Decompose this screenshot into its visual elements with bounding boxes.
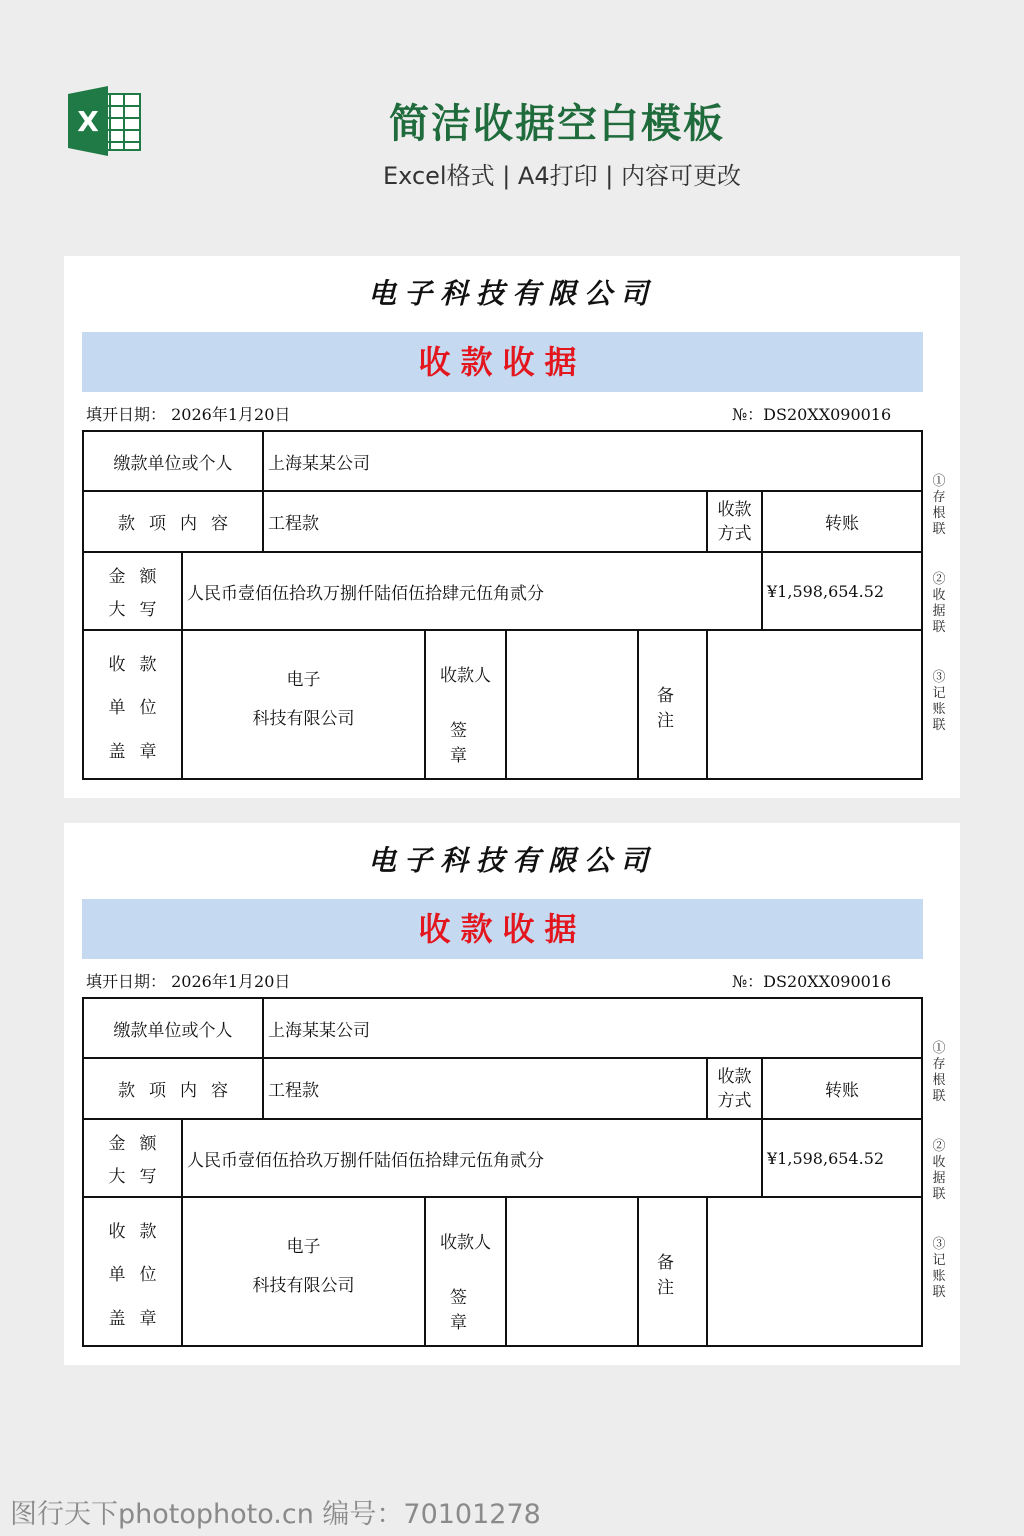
number-value[interactable]: DS20XX090016	[763, 972, 892, 991]
page-subtitle: Excel格式 | A4打印 | 内容可更改	[383, 162, 741, 190]
payee-sign-label: 签章	[450, 1288, 495, 1333]
unit-seal-label: 收款 单位 盖章	[108, 1221, 171, 1329]
copy-label-receipt: ②收据联	[932, 572, 946, 635]
method-label: 收款 方式	[717, 1067, 752, 1111]
page-title: 简洁收据空白模板	[389, 101, 725, 147]
unit-seal-value: 电子 科技有限公司	[252, 1237, 355, 1296]
payer-label: 缴款单位或个人	[113, 453, 233, 474]
receipt-table	[82, 997, 923, 1347]
remark-field[interactable]	[708, 1198, 921, 1347]
payee-sign-label: 签章	[450, 721, 495, 766]
receipt-card	[64, 823, 960, 1365]
number-label: №：	[732, 405, 764, 424]
number-label: №：	[732, 972, 764, 991]
date-label: 填开日期：	[86, 972, 167, 991]
copy-label-stub: ①存根联	[932, 474, 946, 537]
payee-label: 收款人	[440, 665, 491, 686]
receipt-number	[732, 969, 891, 992]
receipt-table	[82, 430, 923, 780]
payee-signature-field[interactable]	[507, 631, 637, 780]
amount-words[interactable]: 人民币壹佰伍拾玖万捌仟陆佰伍拾肆元伍角贰分	[187, 583, 544, 604]
amount-label: 金额 大写	[108, 1133, 171, 1188]
unit-seal-value: 电子 科技有限公司	[252, 670, 355, 729]
amount-label: 金额 大写	[108, 566, 171, 621]
payer-value[interactable]: 上海某某公司	[268, 453, 370, 474]
receipt-card	[64, 256, 960, 798]
date-label: 填开日期：	[86, 405, 167, 424]
amount-number[interactable]: ¥1,598,654.52	[767, 581, 885, 601]
item-label: 款项内容	[118, 1081, 242, 1101]
receipt-number	[732, 402, 891, 425]
receipt-banner: 收款收据	[82, 899, 923, 959]
number-value[interactable]: DS20XX090016	[763, 405, 892, 424]
watermark: 图行天下photophoto.cn 编号：70101278	[10, 1499, 541, 1530]
copy-label-ledger: ③记账联	[932, 1237, 946, 1300]
payer-label: 缴款单位或个人	[113, 1020, 233, 1041]
method-value[interactable]: 转账	[825, 1081, 859, 1101]
copy-label-stub: ①存根联	[932, 1041, 946, 1104]
date-value[interactable]: 2026年1月20日	[171, 405, 291, 424]
copy-label-ledger: ③记账联	[932, 670, 946, 733]
method-value[interactable]: 转账	[825, 514, 859, 534]
date-field	[86, 402, 290, 425]
amount-words[interactable]: 人民币壹佰伍拾玖万捌仟陆佰伍拾肆元伍角贰分	[187, 1150, 544, 1171]
company-name: 电子科技有限公司	[367, 277, 656, 310]
company-name: 电子科技有限公司	[367, 844, 656, 877]
method-label: 收款 方式	[717, 500, 752, 544]
item-label: 款项内容	[118, 514, 242, 534]
payee-label: 收款人	[440, 1232, 491, 1253]
payee-signature-field[interactable]	[507, 1198, 637, 1347]
remark-field[interactable]	[708, 631, 921, 780]
date-field	[86, 969, 290, 992]
item-value[interactable]: 工程款	[268, 1081, 319, 1101]
remark-label: 备注	[657, 685, 702, 731]
date-value[interactable]: 2026年1月20日	[171, 972, 291, 991]
item-value[interactable]: 工程款	[268, 514, 319, 534]
payer-value[interactable]: 上海某某公司	[268, 1020, 370, 1041]
copy-label-receipt: ②收据联	[932, 1139, 946, 1202]
receipt-banner: 收款收据	[82, 332, 923, 392]
remark-label: 备注	[657, 1252, 702, 1298]
amount-number[interactable]: ¥1,598,654.52	[767, 1148, 885, 1168]
unit-seal-label: 收款 单位 盖章	[108, 654, 171, 762]
svg-text:X: X	[77, 105, 99, 138]
